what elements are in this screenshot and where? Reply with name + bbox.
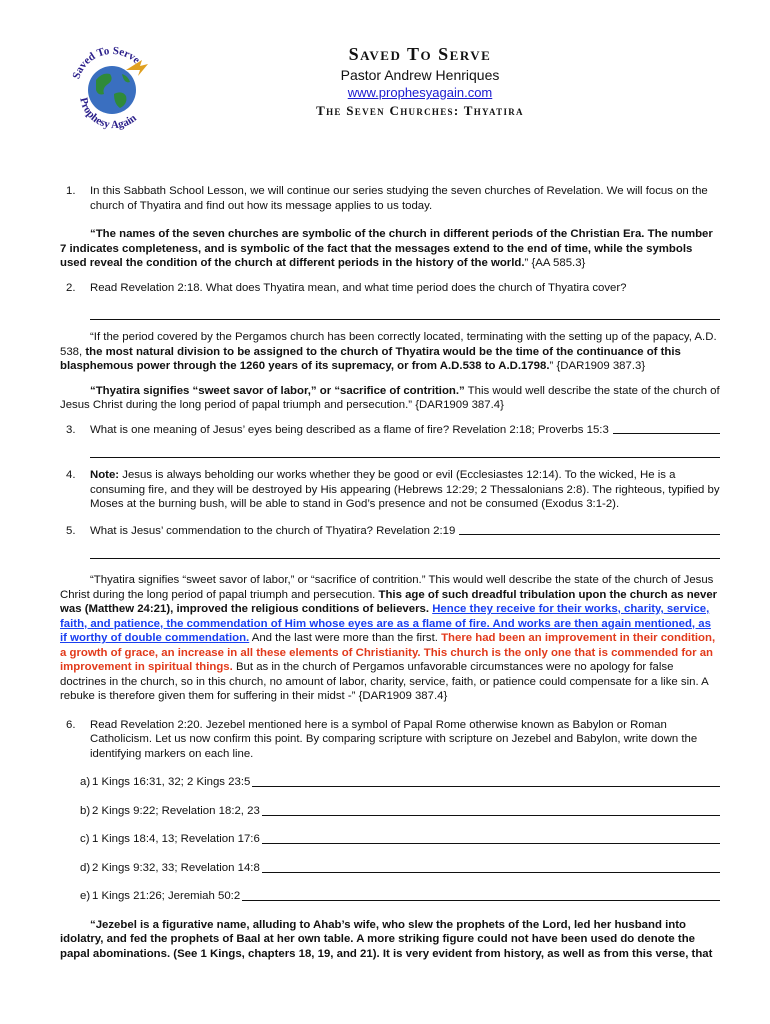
scripture-line-2 [60, 832, 720, 847]
answer-line[interactable] [252, 775, 720, 787]
answer-line[interactable] [613, 423, 720, 434]
lesson-body [60, 184, 720, 971]
scripture-reference: 2 Kings 9:32, 33; Revelation 14:8 [92, 861, 260, 874]
svg-text:Saved To Serve: Saved To Serve [70, 44, 143, 81]
quote-dar-387-3: “If the period covered by the Pergamos church has been correctly located, terminating with the setting up of the papacy, A.D. 538, the most natural division to be assigned to the church of Thyatira would be the time of the continuance of this blasphemous power through the 1260 years of its supremacy, or from A.D.538 to A.D.1798.” {DAR1909 387.3} [60, 331, 717, 372]
globe-logo-icon [64, 40, 160, 136]
answer-line[interactable] [90, 546, 720, 559]
quote-aa-585: “The names of the seven churches are symbolic of the church in different periods of the Christian Era. The number 7 indicates completeness, and is symbolic of the fact that the messages extend to the end of time, while the symbols used reveal the condition of the church at different periods in the history of the world.” {AA 585.3} [60, 228, 713, 269]
saved-to-serve-logo [64, 40, 160, 136]
quote-thyatira-commendation: “Thyatira signifies “sweet savor of labor,” or “sacrifice of contrition.” This would well describe the state of the church of Jesus Christ during the long period of papal triumph and persecution. This age of such dreadful tribulation upon the church as never was (Matthew 24:21), improved the religious conditions of believers. Hence they receive for their works, charity, service, faith, and patience, the commendation of Him whose eyes are as a flame of fire. And works are then again mentioned, as if worthy of double commendation. And the last were more than the first. There had been an improvement in their condition, a growth of grace, an increase in all these elements of Christianity. This church is the only one that is commended for an improvement in spiritual things. But as in the church of Pergamos unfavorable circumstances were no apology for false doctrines in the church, so in this church, no amount of labor, charity, service, faith, or patience could compensate for a like sin. A rebuke is therefore given them for suffering in their midst -” {DAR1909 387.4} [60, 574, 718, 702]
question-2: 2. Read Revelation 2:18. What does Thyatira mean, and what time period does the church of Thyatira cover? [66, 281, 627, 294]
question-5: 5. What is Jesus’ commendation to the church of Thyatira? Revelation 2:19 [60, 524, 720, 539]
scripture-reference: 1 Kings 16:31, 32; 2 Kings 23:5 [92, 776, 251, 788]
header [260, 44, 580, 119]
svg-text:Prophesy Again: Prophesy Again [77, 96, 139, 132]
answer-line[interactable] [242, 889, 720, 901]
question-4: 4. Note: Jesus is always beholding our works whether they be good or evil (Ecclesiastes 12:14). To the wicked, He is a consuming fire, and they will be destroyed by His appearing (Hebrews 12:29; 2 Thessalonians 2:8). The righteous, typified by Moses at the burning bush, will be able to stand in God’s presence and not be consumed (Exodus 3:1-2). [66, 469, 720, 510]
scripture-line-letter: d) [80, 861, 91, 874]
quote-dar-387-4: “Thyatira signifies “sweet savor of labor,” or “sacrifice of contrition.” This would well describe the state of the church of Jesus Christ during the long period of papal triumph and persecution.” {DAR1909 387.4} [60, 384, 720, 411]
scripture-line-letter: a) [80, 776, 91, 788]
question-1: 1. In this Sabbath School Lesson, we will continue our series studying the seven churches of Revelation. We will focus on the church of Thyatira and find out how its message applies to us today. [66, 185, 708, 212]
scripture-line-1 [60, 804, 720, 819]
answer-line[interactable] [90, 445, 720, 458]
website-link[interactable]: www.prophesyagain.com [347, 85, 493, 100]
question-3: 3. What is one meaning of Jesus’ eyes being described as a flame of fire? Revelation 2:18; Proverbs 15:3 [60, 423, 720, 438]
scripture-reference: 1 Kings 18:4, 13; Revelation 17:6 [92, 833, 260, 845]
pastor-name: Pastor Andrew Henriques [340, 67, 500, 83]
lesson-subtitle: The Seven Churches: Thyatira [316, 103, 524, 118]
scripture-line-4 [60, 889, 720, 904]
document-title: Saved To Serve [348, 44, 492, 64]
scripture-lines [60, 775, 720, 904]
answer-line[interactable] [90, 307, 720, 320]
scripture-reference: 1 Kings 21:26; Jeremiah 50:2 [92, 890, 241, 902]
answer-line[interactable] [262, 832, 720, 844]
quote-jezebel: “Jezebel is a figurative name, alluding to Ahab’s wife, who slew the prophets of the Lord, led her husband into idolatry, and fed the prophets of Baal at her own table. A more striking figure could not have been used do denote the papal abominations. (See 1 Kings, chapters 18, 19, and 21). It is very evident from history, as well as from this verse, that [60, 918, 713, 960]
answer-line[interactable] [262, 804, 720, 816]
answer-line[interactable] [459, 524, 720, 535]
scripture-line-3 [60, 861, 720, 876]
scripture-reference: 2 Kings 9:22; Revelation 18:2, 23 [92, 804, 260, 817]
answer-line[interactable] [262, 861, 720, 873]
question-6: 6. Read Revelation 2:20. Jezebel mentioned here is a symbol of Papal Rome otherwise known as Babylon or Roman Catholicism. Let us now confirm this point. By comparing scripture with scripture on Jezebel and Babylon, write down the identifying markers on each line. [66, 718, 698, 760]
scripture-line-0 [60, 775, 720, 790]
scripture-line-letter: b) [80, 804, 91, 817]
scripture-line-letter: c) [80, 833, 90, 845]
scripture-line-letter: e) [80, 890, 91, 902]
